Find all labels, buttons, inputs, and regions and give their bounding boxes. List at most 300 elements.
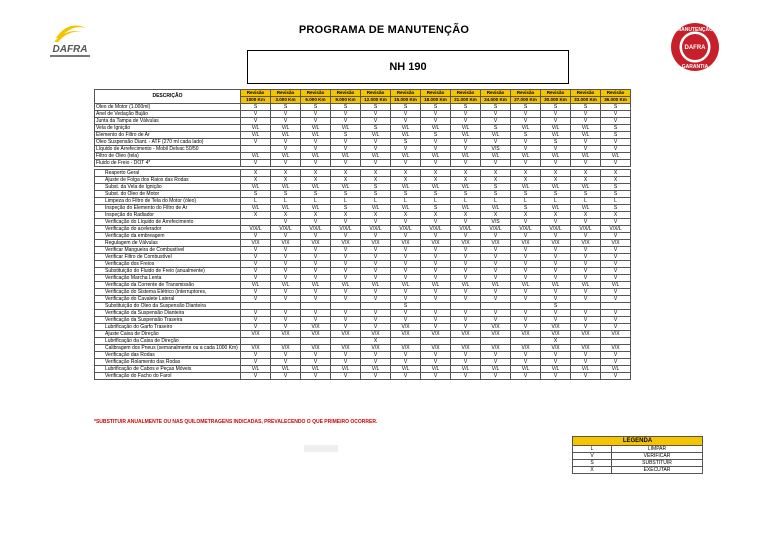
- cell-value: S: [601, 125, 631, 132]
- cell-value: V: [601, 146, 631, 153]
- cell-value: V/X/L: [421, 226, 451, 233]
- description-header: DESCRIÇÃO: [95, 90, 241, 104]
- cell-value: X: [451, 170, 481, 177]
- cell-value: V: [511, 317, 541, 324]
- row-label: Substituição do Fluido de Freio (anualmente): [95, 268, 241, 275]
- cell-value: V: [541, 219, 571, 226]
- cell-value: V: [421, 139, 451, 146]
- cell-value: V: [481, 233, 511, 240]
- cell-value: V: [481, 261, 511, 268]
- legend-row: [573, 467, 703, 474]
- cell-value: V: [601, 111, 631, 118]
- cell-value: S: [421, 191, 451, 198]
- cell-value: V: [601, 317, 631, 324]
- cell-value: V/L: [331, 282, 361, 289]
- cell-value: V/L: [571, 153, 601, 160]
- cell-value: V: [601, 359, 631, 366]
- cell-value: V: [571, 247, 601, 254]
- cell-value: V/X: [391, 331, 421, 338]
- table-row: [95, 219, 631, 226]
- cell-value: V: [571, 219, 601, 226]
- table-row: [95, 296, 631, 303]
- cell-value: V: [601, 233, 631, 240]
- cell-value: V: [271, 261, 301, 268]
- row-label: Verificação do acelerador: [95, 226, 241, 233]
- cell-value: V: [541, 247, 571, 254]
- cell-value: V: [331, 146, 361, 153]
- cell-value: [271, 338, 301, 345]
- table-row: [95, 139, 631, 146]
- table-row: [95, 177, 631, 184]
- cell-value: V/X: [511, 240, 541, 247]
- cell-value: V: [481, 317, 511, 324]
- cell-value: V: [241, 261, 271, 268]
- revision-header: Revisão: [421, 90, 451, 97]
- cell-value: [451, 338, 481, 345]
- cell-value: V: [391, 268, 421, 275]
- cell-value: V/X/L: [271, 226, 301, 233]
- cell-value: V: [301, 146, 331, 153]
- cell-value: V: [511, 160, 541, 167]
- cell-value: V/X: [241, 331, 271, 338]
- row-label: Lubrificação do Garfo Traseiro: [95, 324, 241, 331]
- cell-value: V/L: [301, 282, 331, 289]
- cell-value: V: [271, 111, 301, 118]
- page-title: PROGRAMA DE MANUTENÇÃO: [298, 24, 470, 36]
- cell-value: X: [511, 212, 541, 219]
- cell-value: V: [421, 324, 451, 331]
- cell-value: X: [241, 212, 271, 219]
- cell-value: V/L: [451, 184, 481, 191]
- legend-value: LIMPAR: [612, 446, 703, 453]
- legend-key: V: [573, 453, 612, 460]
- cell-value: V/L: [601, 282, 631, 289]
- table-row: [95, 146, 631, 153]
- cell-value: V/L: [331, 153, 361, 160]
- cell-value: [571, 338, 601, 345]
- cell-value: V: [451, 111, 481, 118]
- cell-value: V/X: [391, 240, 421, 247]
- cell-value: V: [541, 296, 571, 303]
- cell-value: X: [331, 177, 361, 184]
- cell-value: S: [391, 104, 421, 111]
- cell-value: V/L: [571, 205, 601, 212]
- cell-value: V/L: [451, 153, 481, 160]
- cell-value: V: [511, 247, 541, 254]
- cell-value: V: [451, 254, 481, 261]
- cell-value: V/X: [361, 345, 391, 352]
- cell-value: S: [391, 303, 421, 310]
- cell-value: V: [361, 254, 391, 261]
- cell-value: L: [601, 198, 631, 205]
- cell-value: V/L: [331, 125, 361, 132]
- cell-value: V/X: [451, 331, 481, 338]
- cell-value: L: [511, 198, 541, 205]
- cell-value: V/X/L: [331, 226, 361, 233]
- cell-value: V: [301, 247, 331, 254]
- cell-value: S: [301, 191, 331, 198]
- cell-value: V: [331, 296, 361, 303]
- cell-value: V/L: [541, 153, 571, 160]
- cell-value: [241, 338, 271, 345]
- cell-value: S: [361, 191, 391, 198]
- cell-value: V: [541, 146, 571, 153]
- cell-value: V: [271, 289, 301, 296]
- cell-value: [421, 303, 451, 310]
- cell-value: V: [451, 160, 481, 167]
- row-label: Anel de Vedação Bujão: [95, 111, 241, 118]
- cell-value: V/X: [601, 345, 631, 352]
- cell-value: X: [301, 170, 331, 177]
- cell-value: V/L: [451, 282, 481, 289]
- cell-value: V/L: [361, 132, 391, 139]
- cell-value: V: [301, 317, 331, 324]
- cell-value: S: [541, 303, 571, 310]
- cell-value: V: [481, 268, 511, 275]
- row-label: Verificação dos Freios: [95, 261, 241, 268]
- cell-value: V/X: [241, 345, 271, 352]
- cell-value: V: [361, 373, 391, 380]
- cell-value: V/X: [301, 240, 331, 247]
- cell-value: V: [541, 359, 571, 366]
- cell-value: L: [481, 198, 511, 205]
- cell-value: V: [271, 219, 301, 226]
- cell-value: X: [271, 170, 301, 177]
- cell-value: V: [361, 352, 391, 359]
- cell-value: S: [361, 184, 391, 191]
- cell-value: X: [391, 170, 421, 177]
- cell-value: X: [331, 170, 361, 177]
- cell-value: S: [391, 139, 421, 146]
- cell-value: V: [481, 359, 511, 366]
- cell-value: V: [391, 233, 421, 240]
- cell-value: V: [241, 233, 271, 240]
- cell-value: V: [271, 268, 301, 275]
- cell-value: V: [301, 359, 331, 366]
- row-label: Reaperto Geral: [95, 170, 241, 177]
- cell-value: [241, 219, 271, 226]
- cell-value: V: [601, 289, 631, 296]
- cell-value: S: [421, 205, 451, 212]
- cell-value: V: [241, 268, 271, 275]
- cell-value: L: [541, 198, 571, 205]
- cell-value: X: [241, 170, 271, 177]
- cell-value: V: [361, 139, 391, 146]
- revision-header: Revisão: [601, 90, 631, 97]
- table-row: [95, 240, 631, 247]
- cell-value: V: [571, 324, 601, 331]
- cell-value: V/L: [451, 366, 481, 373]
- cell-value: V: [391, 275, 421, 282]
- cell-value: V: [271, 160, 301, 167]
- cell-value: V: [361, 118, 391, 125]
- cell-value: V: [301, 233, 331, 240]
- table-row: [95, 345, 631, 352]
- cell-value: V: [601, 268, 631, 275]
- revision-km: 1000 Km: [241, 97, 271, 104]
- cell-value: V: [331, 268, 361, 275]
- legend-value: EXECUTAR: [612, 467, 703, 474]
- cell-value: L: [271, 198, 301, 205]
- cell-value: L: [301, 198, 331, 205]
- cell-value: V: [391, 160, 421, 167]
- cell-value: V/X: [481, 331, 511, 338]
- cell-value: S: [571, 191, 601, 198]
- cell-value: S: [271, 191, 301, 198]
- cell-value: X: [481, 170, 511, 177]
- cell-value: V/L: [481, 282, 511, 289]
- cell-value: V: [361, 317, 391, 324]
- cell-value: V: [241, 111, 271, 118]
- row-label: Ajuste Caixa de Direção: [95, 331, 241, 338]
- cell-value: V/X: [541, 324, 571, 331]
- cell-value: V: [391, 317, 421, 324]
- cell-value: V: [361, 160, 391, 167]
- table-row: [95, 184, 631, 191]
- cell-value: V/L: [421, 282, 451, 289]
- cell-value: [511, 303, 541, 310]
- cell-value: S: [601, 184, 631, 191]
- row-label: Subst. da Vela de Ignição: [95, 184, 241, 191]
- cell-value: V: [511, 219, 541, 226]
- cell-value: V: [301, 139, 331, 146]
- cell-value: V/L: [241, 125, 271, 132]
- cell-value: V/L: [391, 205, 421, 212]
- cell-value: V/L: [541, 282, 571, 289]
- table-row: [95, 125, 631, 132]
- cell-value: S: [511, 205, 541, 212]
- table-row: [95, 118, 631, 125]
- cell-value: S: [421, 132, 451, 139]
- cell-value: V: [481, 296, 511, 303]
- cell-value: V/X/L: [511, 226, 541, 233]
- row-label: Verificação da Corrente de Transmissão: [95, 282, 241, 289]
- table-row: [95, 282, 631, 289]
- table-row: [95, 233, 631, 240]
- cell-value: V: [451, 289, 481, 296]
- row-label: Óleo Suspensão Diant. - ATF (270 ml cada lado): [95, 139, 241, 146]
- cell-value: S: [481, 125, 511, 132]
- cell-value: V: [361, 268, 391, 275]
- cell-value: V: [541, 268, 571, 275]
- cell-value: V: [571, 146, 601, 153]
- cell-value: S: [601, 132, 631, 139]
- cell-value: V: [511, 359, 541, 366]
- cell-value: V/L: [301, 153, 331, 160]
- cell-value: L: [391, 198, 421, 205]
- cell-value: V: [601, 118, 631, 125]
- cell-value: V: [331, 233, 361, 240]
- cell-value: V/L: [391, 125, 421, 132]
- cell-value: V: [601, 352, 631, 359]
- cell-value: V/L: [451, 132, 481, 139]
- revision-km: 15.000 Km: [391, 97, 421, 104]
- cell-value: V/X: [481, 240, 511, 247]
- table-row: [95, 359, 631, 366]
- cell-value: V: [421, 296, 451, 303]
- cell-value: V: [571, 317, 601, 324]
- table-row: [95, 289, 631, 296]
- cell-value: V/L: [421, 184, 451, 191]
- cell-value: V/X: [481, 345, 511, 352]
- cell-value: V: [421, 310, 451, 317]
- cell-value: V: [571, 373, 601, 380]
- cell-value: V: [301, 254, 331, 261]
- cell-value: V: [331, 254, 361, 261]
- cell-value: V: [361, 310, 391, 317]
- cell-value: V/X: [301, 345, 331, 352]
- cell-value: V/X: [571, 345, 601, 352]
- cell-value: S: [541, 191, 571, 198]
- cell-value: X: [571, 177, 601, 184]
- cell-value: [571, 303, 601, 310]
- cell-value: V/L: [601, 153, 631, 160]
- cell-value: S: [601, 205, 631, 212]
- cell-value: S: [511, 191, 541, 198]
- cell-value: V: [601, 160, 631, 167]
- cell-value: V: [331, 352, 361, 359]
- cell-value: [481, 303, 511, 310]
- legend-row: [573, 460, 703, 467]
- cell-value: V: [451, 310, 481, 317]
- cell-value: V/L: [541, 132, 571, 139]
- revision-km: 33.000 Km: [571, 97, 601, 104]
- cell-value: S: [541, 104, 571, 111]
- cell-value: V: [481, 289, 511, 296]
- cell-value: V: [421, 275, 451, 282]
- cell-value: V/X/L: [391, 226, 421, 233]
- cell-value: V: [391, 146, 421, 153]
- cell-value: S: [601, 104, 631, 111]
- row-label: Substituição do Óleo da Suspensão Dianteira: [95, 303, 241, 310]
- cell-value: V: [451, 146, 481, 153]
- cell-value: V: [511, 275, 541, 282]
- cell-value: V: [481, 373, 511, 380]
- cell-value: V/L: [511, 282, 541, 289]
- cell-value: S: [331, 191, 361, 198]
- cell-value: V/X: [391, 345, 421, 352]
- cell-value: V: [301, 275, 331, 282]
- cell-value: V/L: [391, 184, 421, 191]
- cell-value: V: [601, 247, 631, 254]
- cell-value: V: [241, 373, 271, 380]
- cell-value: V/X/L: [571, 226, 601, 233]
- row-label: Inspeção do Elemento do Filtro de Ar: [95, 205, 241, 212]
- row-label: Fluido de Freio - DOT 4*: [95, 160, 241, 167]
- cell-value: V/L: [481, 153, 511, 160]
- cell-value: V/X: [301, 324, 331, 331]
- cell-value: V/X: [361, 240, 391, 247]
- cell-value: V: [241, 275, 271, 282]
- cell-value: V/L: [301, 205, 331, 212]
- cell-value: L: [241, 198, 271, 205]
- cell-value: X: [571, 212, 601, 219]
- cell-value: V: [391, 310, 421, 317]
- cell-value: V/L: [271, 282, 301, 289]
- cell-value: X: [541, 170, 571, 177]
- cell-value: [331, 338, 361, 345]
- cell-value: V: [421, 289, 451, 296]
- cell-value: V/L: [481, 205, 511, 212]
- cell-value: V: [601, 373, 631, 380]
- cell-value: V: [241, 359, 271, 366]
- cell-value: V: [541, 261, 571, 268]
- cell-value: V: [541, 352, 571, 359]
- cell-value: V: [421, 268, 451, 275]
- cell-value: V/L: [361, 282, 391, 289]
- cell-value: V: [421, 118, 451, 125]
- legend-row: [573, 453, 703, 460]
- cell-value: V: [361, 111, 391, 118]
- footnote: *SUBSTITUIR ANUALMENTE OU NAS QUILOMETRAGENS INDICADAS, PREVALECENDO O QUE PRIMEIRO OCORRER.: [94, 419, 378, 425]
- cell-value: V: [421, 247, 451, 254]
- cell-value: V: [421, 317, 451, 324]
- cell-value: V/L: [571, 366, 601, 373]
- cell-value: S: [361, 104, 391, 111]
- cell-value: [241, 303, 271, 310]
- cell-value: V/X: [481, 324, 511, 331]
- row-label: Verificação da Suspensão Dianteira: [95, 310, 241, 317]
- cell-value: V: [451, 139, 481, 146]
- cell-value: V/L: [391, 132, 421, 139]
- cell-value: V: [541, 373, 571, 380]
- cell-value: V/L: [391, 153, 421, 160]
- row-label: Verificação do Facho do Farol: [95, 373, 241, 380]
- cell-value: V: [571, 359, 601, 366]
- cell-value: [241, 146, 271, 153]
- cell-value: V: [541, 317, 571, 324]
- revision-header: Revisão: [451, 90, 481, 97]
- cell-value: V: [571, 275, 601, 282]
- revision-km: 12.000 Km: [361, 97, 391, 104]
- cell-value: V: [421, 352, 451, 359]
- cell-value: V/X: [271, 240, 301, 247]
- cell-value: X: [391, 212, 421, 219]
- cell-value: V: [571, 261, 601, 268]
- row-label: Verificação do Cavalete Lateral: [95, 296, 241, 303]
- cell-value: V: [301, 310, 331, 317]
- cell-value: V: [421, 146, 451, 153]
- cell-value: V: [331, 310, 361, 317]
- legend-key: S: [573, 460, 612, 467]
- legend-title: LEGENDA: [573, 437, 703, 446]
- cell-value: V: [271, 324, 301, 331]
- cell-value: V: [601, 139, 631, 146]
- seal-bottom-text: GARANTIA: [681, 64, 709, 70]
- cell-value: V: [541, 118, 571, 125]
- row-label: Vela de Ignição: [95, 125, 241, 132]
- cell-value: V: [301, 118, 331, 125]
- cell-value: V: [541, 289, 571, 296]
- cell-value: X: [271, 177, 301, 184]
- cell-value: V: [271, 118, 301, 125]
- cell-value: V: [241, 118, 271, 125]
- legend-value: VERIFICAR: [612, 453, 703, 460]
- cell-value: S: [301, 104, 331, 111]
- table-row: [95, 303, 631, 310]
- cell-value: X: [481, 212, 511, 219]
- cell-value: V: [331, 139, 361, 146]
- row-label: Lubrificação de Cabos e Peças Móveis: [95, 366, 241, 373]
- table-row: [95, 132, 631, 139]
- cell-value: V: [331, 219, 361, 226]
- cell-value: X: [301, 177, 331, 184]
- cell-value: [601, 303, 631, 310]
- cell-value: V/L: [301, 125, 331, 132]
- cell-value: V: [301, 289, 331, 296]
- model-title: NH 190: [247, 50, 569, 84]
- cell-value: X: [421, 177, 451, 184]
